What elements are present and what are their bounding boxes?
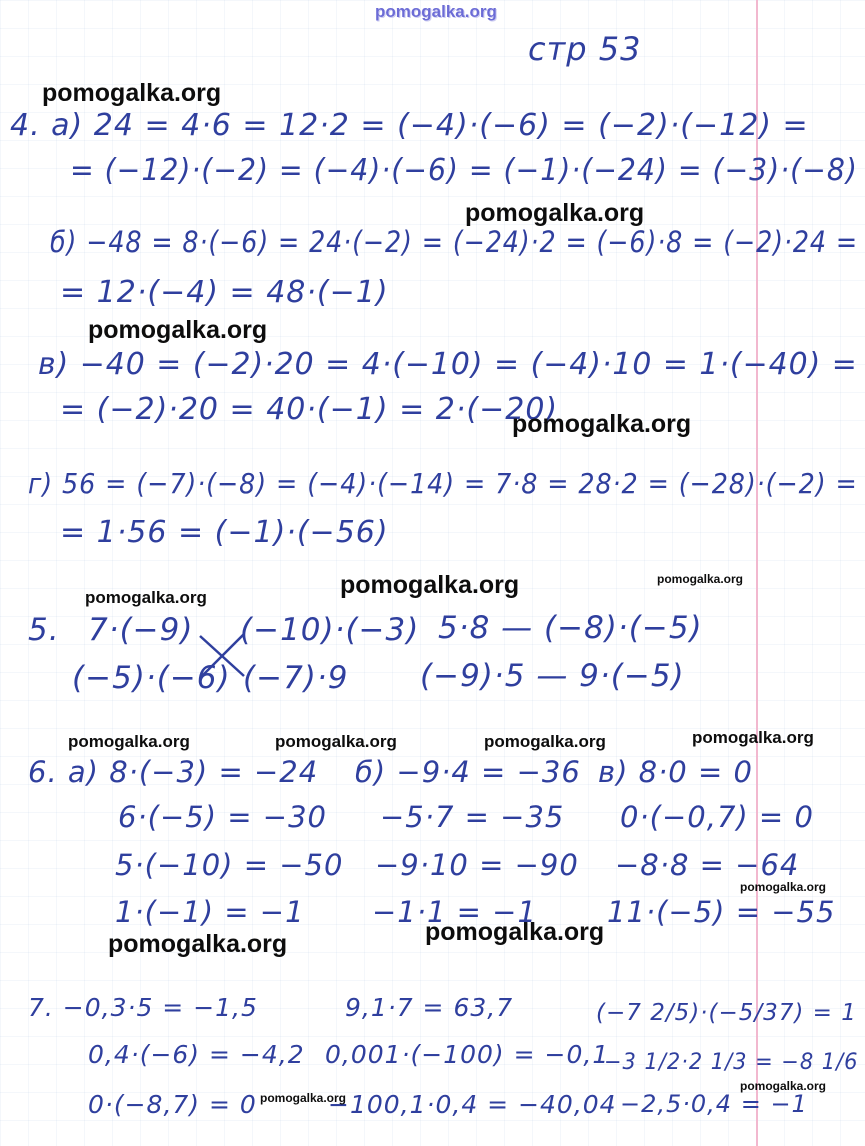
task4-v-line2: = (−2)·20 = 40·(−1) = 2·(−20) [60, 392, 559, 427]
task7-col3-2: −3 1/2·2 1/3 = −8 1/6 [604, 1050, 859, 1075]
task4-a-line2: = (−12)·(−2) = (−4)·(−6) = (−1)·(−24) = (−3)·(−8) [70, 153, 858, 188]
task4-a-line1: 4. а) 24 = 4·6 = 12·2 = (−4)·(−6) = (−2)·(−12) = [10, 108, 809, 143]
task6-b-1: б) −9·4 = −36 [355, 755, 581, 789]
task7-col3-3: −2,5·0,4 = −1 [620, 1090, 808, 1118]
task4-v-line1: в) −40 = (−2)·20 = 4·(−10) = (−4)·10 = 1·(−40) = [38, 347, 858, 382]
task5-left-bottom1: (−5)·(−6) [72, 660, 231, 696]
watermark: pomogalka.org [465, 199, 645, 227]
task4-b-line2: = 12·(−4) = 48·(−1) [60, 275, 389, 310]
task6-b-4: −1·1 = −1 [372, 895, 537, 929]
task5-number: 5. [28, 612, 60, 648]
watermark: pomogalka.org [275, 732, 397, 751]
task6-v-3: −8·8 = −64 [615, 848, 800, 882]
watermark: pomogalka.org [260, 1091, 347, 1105]
task5-left-top1: 7·(−9) [88, 612, 194, 648]
task5-left-bottom2: (−7)·9 [243, 660, 349, 696]
task7-col3-1: (−7 2/5)·(−5/37) = 1 [596, 1000, 857, 1026]
watermark: pomogalka.org [512, 410, 692, 438]
task6-v-1: в) 8·0 = 0 [598, 755, 753, 789]
watermark: pomogalka.org [85, 588, 207, 607]
task7-col1-2: 0,4·(−6) = −4,2 [88, 1040, 305, 1069]
task7-col2-3: −100,1·0,4 = −40,04 [328, 1090, 617, 1119]
task4-g-line2: = 1·56 = (−1)·(−56) [60, 515, 389, 550]
task4-b-line1: б) −48 = 8·(−6) = 24·(−2) = (−24)·2 = (−6)·8 = (−2)·24 = [50, 225, 858, 259]
task5-right-1: 5·8 — (−8)·(−5) [438, 610, 703, 646]
task6-a-1: 6. а) 8·(−3) = −24 [28, 755, 319, 789]
cross-mark-icon [198, 630, 248, 680]
watermark: pomogalka.org [88, 316, 268, 344]
task6-b-2: −5·7 = −35 [380, 800, 565, 834]
task7-col1-3: 0·(−8,7) = 0 [88, 1090, 257, 1119]
watermark: pomogalka.org [740, 880, 827, 894]
task6-b-3: −9·10 = −90 [375, 848, 579, 882]
watermark: pomogalka.org [42, 79, 222, 107]
watermark: pomogalka.org [425, 918, 605, 946]
watermark: pomogalka.org [340, 571, 520, 599]
watermark: pomogalka.org [692, 728, 814, 747]
page-label: стр 53 [528, 30, 642, 68]
task5-right-2: (−9)·5 — 9·(−5) [420, 658, 685, 694]
task6-v-2: 0·(−0,7) = 0 [620, 800, 814, 834]
task6-a-2: 6·(−5) = −30 [118, 800, 327, 834]
task6-a-3: 5·(−10) = −50 [115, 848, 344, 882]
task7-col2-2: 0,001·(−100) = −0,1 [325, 1040, 610, 1069]
watermark: pomogalka.org [740, 1079, 827, 1093]
watermark: pomogalka.org [657, 572, 744, 586]
watermark: pomogalka.org [68, 732, 190, 751]
watermark: pomogalka.org [108, 930, 288, 958]
task7-col1-1: 7. −0,3·5 = −1,5 [28, 993, 258, 1022]
task6-a-4: 1·(−1) = −1 [115, 895, 305, 929]
top-site-link[interactable]: pomogalka.org [375, 2, 497, 21]
task6-v-4: 11·(−5) = −55 [607, 895, 836, 929]
task5-left-top2: (−10)·(−3) [240, 612, 420, 648]
task7-col2-1: 9,1·7 = 63,7 [345, 993, 514, 1022]
task4-g-line1: г) 56 = (−7)·(−8) = (−4)·(−14) = 7·8 = 28·2 = (−28)·(−2) = [28, 467, 858, 500]
watermark: pomogalka.org [484, 732, 606, 751]
